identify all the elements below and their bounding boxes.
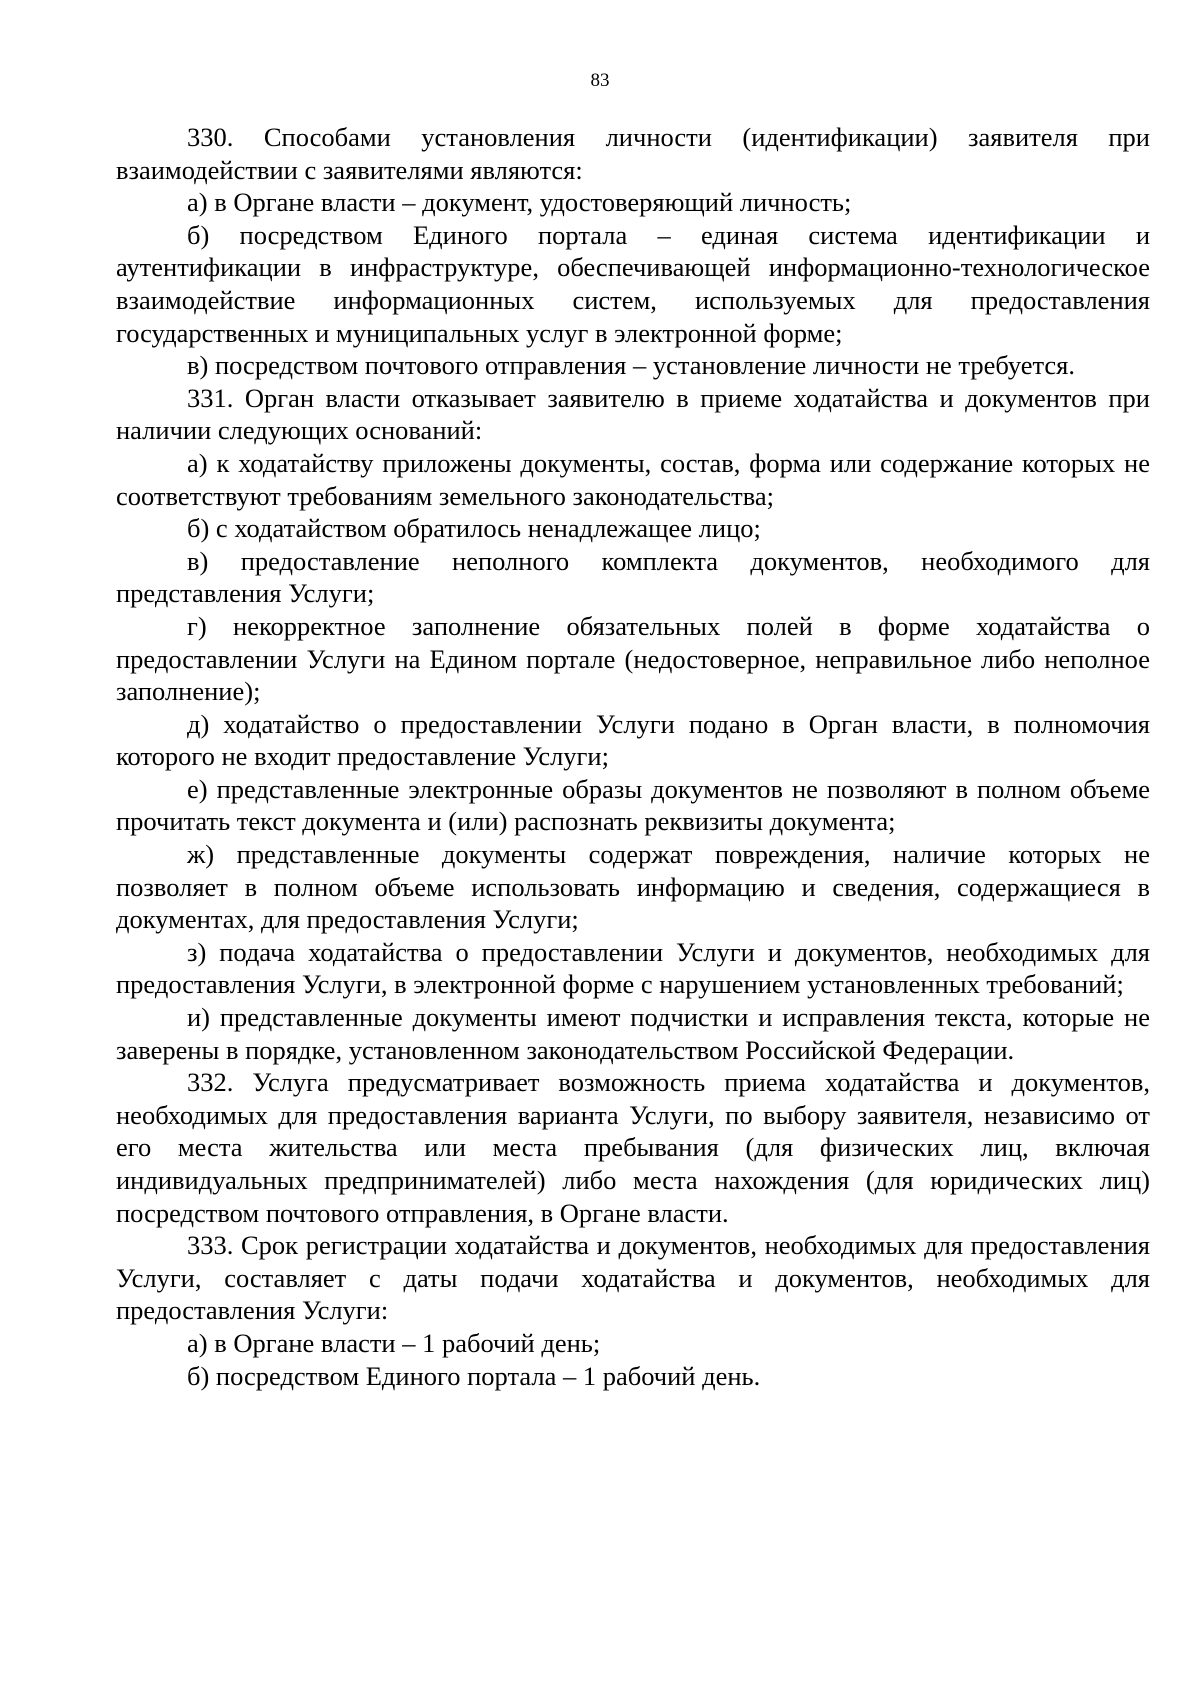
paragraph-331-b: б) с ходатайством обратилось ненадлежащее лицо; [187,513,761,544]
paragraph-331-g: г) некорректное заполнение обязательных полей в форме ходатайства о предоставлении Услуги на Едином портале (недостоверное, неправильное либо неполное заполнение); [116,610,1150,707]
paragraph-330-v: в) посредством почтового отправления – установление личности не требуется. [187,350,1075,381]
paragraph-331: 331. Орган власти отказывает заявителю в приеме ходатайства и документов при наличии следующих оснований: [116,382,1150,446]
paragraph-330-a: а) в Органе власти – документ, удостоверяющий личность; [187,187,852,218]
paragraph-331-zh: ж) представленные документы содержат повреждения, наличие которых не позволяет в полном объеме использовать информацию и сведения, содержащиеся в документах, для предоставления Услуги; [116,839,1150,935]
paragraph-333-b: б) посредством Единого портала – 1 рабочий день. [187,1360,761,1391]
document-body [116,121,1150,1392]
paragraph-333-a: а) в Органе власти – 1 рабочий день; [187,1327,601,1358]
paragraph-331-d: д) ходатайство о предоставлении Услуги подано в Орган власти, в полномочия которого не входит предоставление Услуги; [116,708,1150,772]
paragraph-331-z: з) подача ходатайства о предоставлении Услуги и документов, необходимых для предоставления Услуги, в электронной форме с нарушением установленных требований; [116,936,1150,1000]
paragraph-331-a: а) к ходатайству приложены документы, состав, форма или содержание которых не соответствуют требованиям земельного законодательства; [116,447,1150,511]
paragraph-331-i: и) представленные документы имеют подчистки и исправления текста, которые не заверены в порядке, установленном законодательством Российской Федерации. [116,1002,1150,1065]
paragraph-330: 330. Способами установления личности (идентификации) заявителя при взаимодействии с заявителями являются: [116,122,1150,185]
paragraph-332: 332. Услуга предусматривает возможность приема ходатайства и документов, необходимых для предоставления варианта Услуги, по выбору заявителя, независимо от его места жительства или места пребывания (для физических лиц, включая индивидуальных предпринимателей) либо места нахождения (для юридических лиц) посредством почтового отправления, в Органе власти. [116,1067,1150,1228]
paragraph-333: 333. Срок регистрации ходатайства и документов, необходимых для предоставления Услуги, составляет с даты подачи ходатайства и документов, необходимых для предоставления Услуги: [116,1230,1150,1326]
paragraph-331-v: в) предоставление неполного комплекта документов, необходимого для представления Услуги; [116,545,1150,609]
paragraph-331-e: е) представленные электронные образы документов не позволяют в полном объеме прочитать текст документа и (или) распознать реквизиты документа; [116,773,1150,837]
page-number: 83 [590,70,610,91]
paragraph-330-b: б) посредством Единого портала – единая система идентификации и аутентификации в инфраструктуре, обеспечивающей информационно-технологическое взаимодействие информационных систем, используемых для предоставления государственных и муниципальных услуг в электронной форме; [116,219,1150,348]
